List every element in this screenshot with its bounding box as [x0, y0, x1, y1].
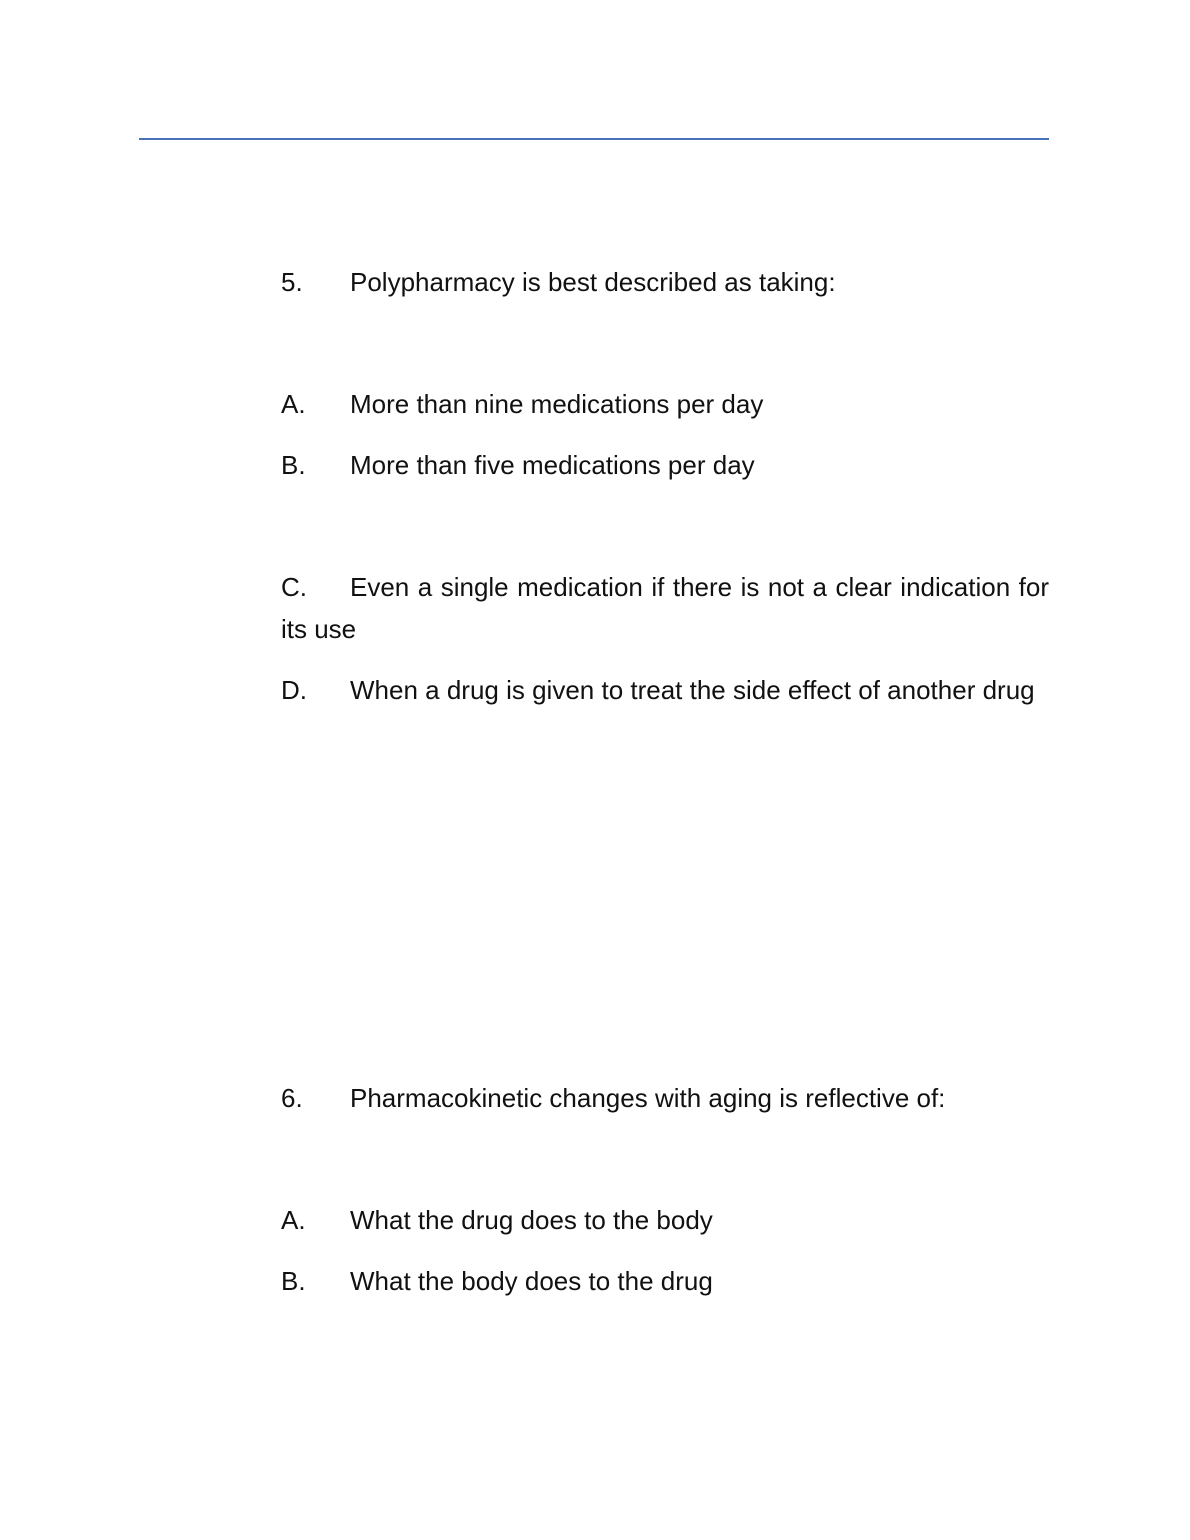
option-text: More than nine medications per day: [350, 389, 764, 419]
question-6-option-b: [281, 1260, 1049, 1302]
option-letter: B.: [281, 1266, 306, 1296]
question-text: Pharmacokinetic changes with aging is reflective of:: [350, 1083, 946, 1113]
question-number: 6.: [281, 1083, 303, 1113]
option-text: When a drug is given to treat the side effect of another drug: [350, 675, 1035, 705]
option-text: Even a single medication if there is not a clear indication for its use: [281, 572, 1049, 644]
option-letter: B.: [281, 450, 306, 480]
question-5-option-c: [281, 566, 1049, 650]
option-text: More than five medications per day: [350, 450, 755, 480]
question-5: [281, 261, 1049, 303]
option-letter: A.: [281, 389, 306, 419]
question-text: Polypharmacy is best described as taking:: [350, 267, 836, 297]
option-text: What the body does to the drug: [350, 1266, 713, 1296]
question-5-option-a: [281, 383, 1049, 425]
question-number: 5.: [281, 267, 303, 297]
option-letter: C.: [281, 572, 307, 602]
option-text: What the drug does to the body: [350, 1205, 713, 1235]
question-5-option-d: [281, 669, 1049, 711]
option-letter: A.: [281, 1205, 306, 1235]
option-letter: D.: [281, 675, 307, 705]
header-rule: [139, 138, 1049, 140]
question-5-option-b: [281, 444, 1049, 486]
question-6-option-a: [281, 1199, 1049, 1241]
question-6: [281, 1077, 1049, 1119]
